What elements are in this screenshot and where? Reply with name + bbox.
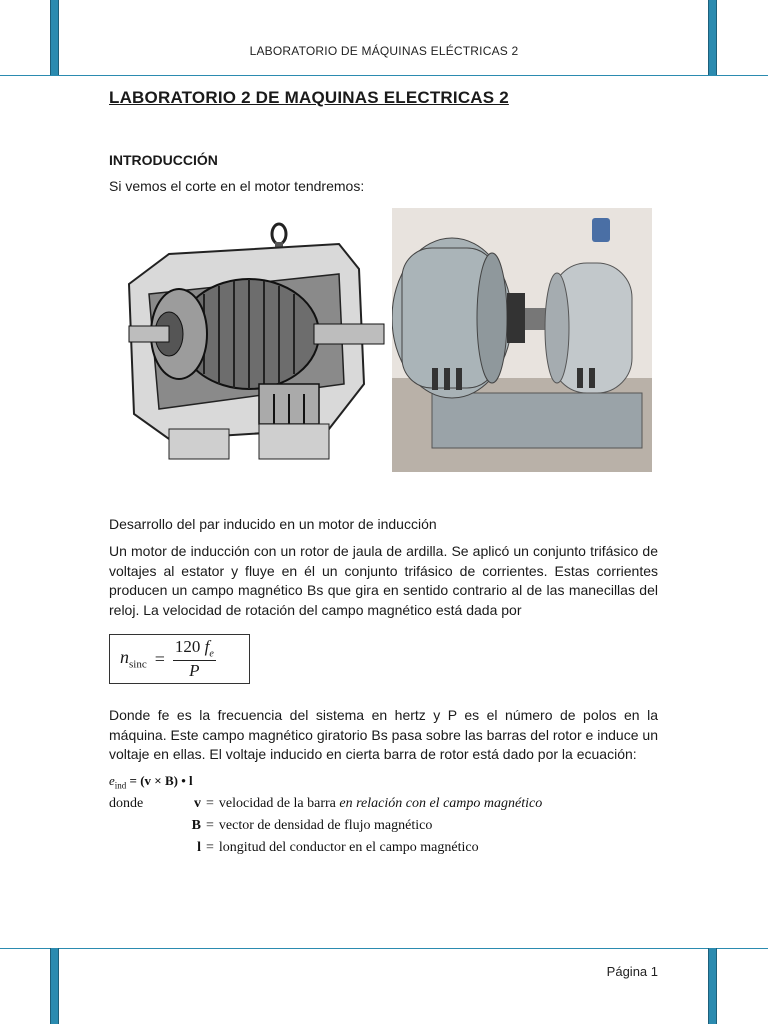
motor-cutaway-illustration (109, 214, 389, 476)
page-number: Página 1 (606, 964, 658, 979)
decor-bar-bottom-right (708, 948, 717, 1024)
decor-bar-top-right (708, 0, 717, 76)
sync-speed-formula (109, 634, 250, 684)
intro-text: Si vemos el corte en el motor tendremos: (109, 178, 365, 194)
formula-numerator: 120 $f_e$ (174, 637, 214, 660)
footer-rule (0, 948, 768, 949)
document-title: LABORATORIO 2 DE MAQUINAS ELECTRICAS 2 (109, 88, 509, 107)
motor-lab-photo (392, 208, 652, 472)
eind-equation: $e_{ind} = (v \times B)$ • l (109, 772, 193, 791)
formula-equals: = (154, 648, 165, 669)
header-rule (0, 75, 768, 76)
definition-row-b: B = vector de densidad de flujo magnético (191, 818, 433, 834)
paragraph-2: Donde fe es la frecuencia del sistema en hertz y P es el número de polos en la máquina. Este campo magnético giratorio Bs pasa sobre las barras del rotor e induce un voltaje en ellas. El voltaje inducido en cierta barra de rotor está dado por la ecuación: (109, 707, 658, 762)
definition-row-l: l = longitud del conductor en el campo magnético (197, 840, 479, 856)
paragraph-1: Un motor de inducción con un rotor de jaula de ardilla. Se aplicó un conjunto trifásico de voltajes al estator y fluye en él un conjunto trifásico de corrientes. Estas corrientes producen un campo magnético Bs que gira en sentido contrario al de las manecillas del reloj. La velocidad de rotación del campo magnético está dada por (109, 543, 658, 618)
decor-bar-top-left (50, 0, 59, 76)
induced-voltage-equation (109, 773, 658, 857)
formula-denominator: P (189, 660, 200, 680)
definition-row-v: donde v = velocidad de la barra en relación con el campo magnético (109, 796, 543, 812)
figures-row (109, 208, 658, 478)
decor-bar-bottom-left (50, 948, 59, 1024)
formula-fraction (173, 637, 216, 680)
intro-heading: INTRODUCCIÓN (109, 152, 218, 168)
section-subheading: Desarrollo del par inducido en un motor de inducción (109, 516, 437, 532)
formula-lhs: $n_{sinc}$ (120, 647, 147, 671)
page-content (109, 86, 658, 856)
running-header: LABORATORIO DE MÁQUINAS ELÉCTRICAS 2 (249, 44, 519, 58)
